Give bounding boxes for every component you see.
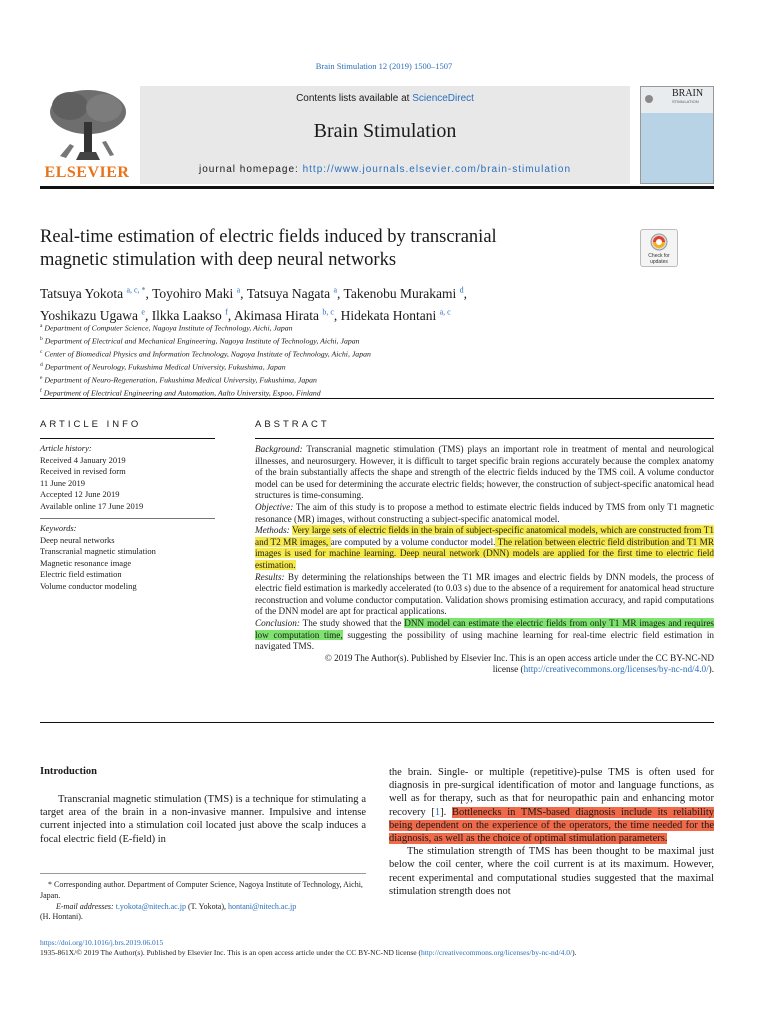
abstract-text: suggesting the possibility of using machine learning for real-time electric field estimation in navigated TMS. [255,629,714,652]
author[interactable] [247,286,344,301]
author-affiliation-marker[interactable]: b, c [322,307,334,317]
keywords [40,523,215,592]
page-footer [40,938,714,958]
sciencedirect-link[interactable]: ScienceDirect [412,93,474,104]
abstract-rule [255,438,714,439]
article-history [40,443,215,512]
author-name[interactable]: Toyohiro Maki [152,285,234,301]
contents-prefix: Contents lists available at [296,93,413,104]
abstract-label: Background: [255,444,303,454]
affiliation [40,373,720,386]
author-affiliation-marker[interactable]: a [333,285,338,294]
author-name[interactable]: Akimasa Hirata [233,308,319,323]
check-for-updates-button[interactable] [640,229,678,267]
check-for-updates-label: Check for updates [648,253,670,265]
author-name[interactable]: Takenobu Murakami [343,285,457,301]
copyright-text: © 2019 The Author(s). Published by Elsevier Inc. This is an open access article under the CC BY-NC-ND [324,652,714,663]
abstract-bottom-rule [40,722,714,723]
right-paragraph-2: The stimulation strength of TMS has been thought to be maximal just below the coil center, where the coil current is at its maximum. However, recent experimental and computational studies suggested that the maximal stimulation strength does not [389,846,714,897]
author-separator: , [333,308,341,323]
affiliation [40,334,720,347]
article-info-rule [40,438,215,439]
keyword: Deep neural networks [40,534,115,545]
article-title [40,226,580,272]
author-affiliation-marker[interactable]: e [141,307,145,317]
right-paragraph-1 [389,766,714,845]
abstract-text: By determining the relationships between the T1 MR images and electric fields by DNN models, the process of electric field estimation is markedly accelerated (to 0.03 s) due to the absence of a requirement for anatomical head structure reconstruction and volume conductor computation. Validation shows promising estimation accuracy, and rapid computations of the DNN model are apt for practical applications. [255,571,714,617]
author-name[interactable]: Tatsuya Yokota [40,285,124,301]
affiliation-text: Department of Neurology, Fukushima Medical University, Fukushima, Japan [44,362,286,372]
keyword: Electric field estimation [40,569,122,579]
author-name[interactable]: Yoshikazu Ugawa [40,308,138,323]
journal-cover-subtitle: STIMULATION [672,99,699,104]
issn-line [40,948,714,958]
author-affiliation-marker[interactable]: a, c, * [126,285,146,294]
article-history-label: Article history: [40,443,92,453]
homepage-prefix: journal homepage: [198,164,303,175]
keywords-rule [40,518,215,519]
highlight-yellow[interactable]: Very large sets of electric fields in the brain of subject-specific anatomical models, which are constructed from T1 and T2 MR images, [255,525,714,547]
footer-license-link[interactable]: http://creativecommons.org/licenses/by-nc-nd/4.0/ [420,948,573,957]
journal-cover-title: BRAIN [672,88,704,99]
affiliation-text: Department of Electrical Engineering and Automation, Aalto University, Espoo, Finland [43,389,321,399]
email-link-hontani[interactable]: hontani@nitech.ac.jp [228,901,297,911]
abstract-results [255,572,714,618]
right-column [389,766,714,898]
section-rule [40,398,714,399]
reference-link[interactable]: 1 [434,806,441,818]
journal-citation[interactable]: Brain Stimulation 12 (2019) 1500–1507 [315,61,453,71]
author-list [40,280,720,325]
issn-text: 1935-861X/© 2019 The Author(s). Published by Elsevier Inc. This is an open access article under the CC BY-NC-ND license ( [40,948,421,957]
author-affiliation-marker[interactable]: a [236,285,241,294]
affiliation-key: d [40,362,43,369]
highlight-yellow[interactable]: Deep neural network (DNN) models are applied for the first time to electric field estimation. [255,548,714,570]
affiliation-key: e [40,375,43,382]
abstract-label: Objective: [255,501,294,512]
email-line [40,902,366,913]
author-separator: , [144,308,152,323]
abstract-heading: ABSTRACT [255,419,330,430]
keywords-label: Keywords: [40,523,77,533]
abstract-text: are computed by a volume conductor model. [330,536,496,547]
license-suffix: ). [708,664,714,675]
affiliation [40,321,720,334]
author-separator: , [337,285,344,301]
author-separator: , [145,285,153,301]
abstract-text: The study showed that the [299,617,405,628]
author[interactable] [152,286,247,301]
affiliation-key: b [40,336,43,343]
history-item: Received 4 January 2019 [40,454,126,465]
affiliation-text: Department of Electrical and Mechanical Engineering, Nagoya Institute of Technology, Aichi, Japan [44,336,360,346]
abstract-label: Methods: [255,525,290,536]
affiliation-text: Center of Biomedical Physics and Information Technology, Nagoya Institute of Technology, Aichi, Japan [44,349,371,359]
abstract-body [255,444,714,676]
author[interactable] [40,286,152,301]
history-item: 11 June 2019 [40,477,86,488]
article-info-heading: ARTICLE INFO [40,419,142,430]
abstract-text: Transcranial magnetic stimulation (TMS) plays an important role in treatment of mental and neurological illnesses, and neurosurgery. However, it is difficult to target specific brain regions accurately because the complex anatomy of the brain substantially affects the shape and strength of the electric fields induced by the TMS coil. A volume conductor model can be used for determining the accurate electric fields; however, the construction of subject-specific anatomical head structures is time-consuming. [255,444,714,501]
email-label: E-mail addresses: [56,901,114,911]
affiliation [40,360,720,373]
footnote-rule [40,873,366,874]
abstract-background [255,444,714,502]
doi-link[interactable]: https://doi.org/10.1016/j.brs.2019.06.015 [40,938,164,947]
highlight-yellow[interactable]: The relation between electric field distribution and T1 MR images is used for machine learning. [255,536,714,559]
author-name[interactable]: Ilkka Laakso [151,308,222,323]
affiliation-list [40,321,720,400]
introduction-heading: Introduction [40,766,97,777]
history-item: Accepted 12 June 2019 [40,489,120,499]
author-separator: , [240,285,247,301]
highlight-green[interactable]: DNN model can estimate the electric fields from only T1 MR images and requires low computation time, [255,617,714,640]
article-title-line-2: magnetic stimulation with deep neural networks [40,250,397,270]
journal-homepage-link[interactable]: http://www.journals.elsevier.com/brain-stimulation [302,164,572,175]
abstract-methods [255,525,714,571]
history-item: Available online 17 June 2019 [40,500,144,511]
keyword: Volume conductor modeling [40,580,137,591]
license-link[interactable]: http://creativecommons.org/licenses/by-nc-nd/4.0/ [523,664,709,675]
license-prefix: license ( [492,664,524,675]
email-owner: (T. Yokota), [185,901,229,911]
corresponding-author-note: * Corresponding author. Department of Computer Science, Nagoya Institute of Technology, Aichi, Japan. [40,880,363,900]
highlight-red[interactable]: Bottlenecks in TMS-based diagnosis include its reliability being dependent on the experience of the operators, the time needed for the diagnosis, as well as the choice of optimal stimulation parameters. [389,806,715,845]
keyword: Transcranial magnetic stimulation [40,546,156,556]
author-affiliation-marker[interactable]: a, c [439,307,451,317]
introduction-paragraph: Transcranial magnetic stimulation (TMS) is a technique for stimulating a target area of the brain in a non-invasive manner. Impulsive and intense current injected into a stimulation coil located just above the scalp induces a focal electric field (E-field) in [40,794,366,845]
journal-cover-emblem-icon [644,89,654,99]
author-separator: , [227,308,234,323]
footnote [40,880,366,923]
author-affiliation-marker[interactable]: d [459,285,464,294]
body-text: the brain. Single- or multiple (repetitive)-pulse TMS is often used for diagnosis in pre-surgical identification of motor and language functions, as well as for therapy, such as that for neuropathic pain and enhancing motor recovery [ [389,767,714,818]
affiliation-text: Department of Neuro-Regeneration, Fukushima Medical University, Fukushima, Japan [44,375,317,385]
abstract-label: Conclusion: [255,617,300,628]
affiliation-key: f [40,388,42,395]
email-link-yokota[interactable]: t.yokota@nitech.ac.jp [115,901,186,911]
journal-name: Brain Stimulation [313,120,457,142]
abstract-label: Results: [255,571,285,582]
affiliation-text: Department of Computer Science, Nagoya Institute of Technology, Aichi, Japan [44,323,293,333]
history-item: Received in revised form [40,466,126,476]
abstract-text: The aim of this study is to propose a method to estimate electric fields induced by TMS from only T1 magnetic resonance (MR) images, without constructing a subject-specific anatomical model. [255,501,714,524]
journal-homepage-line [140,164,630,175]
author-name[interactable]: Hidekata Hontani [340,308,437,323]
author-separator: , [463,285,467,301]
contents-line [140,93,630,104]
affiliation [40,347,720,360]
header-rule [40,186,714,189]
article-title-line-1: Real-time estimation of electric fields induced by transcranial [40,227,497,247]
author-name[interactable]: Tatsuya Nagata [246,285,331,301]
affiliation-key: a [40,323,43,329]
keyword: Magnetic resonance image [40,557,132,568]
issn-suffix: ). [572,948,577,957]
affiliation-key: c [40,349,43,356]
author-affiliation-marker[interactable]: f [225,307,228,317]
email-owner-2: (H. Hontani). [40,912,83,922]
abstract-copyright [255,653,714,676]
doi-line [40,938,714,948]
publisher-logo-text: ELSEVIER [44,164,130,181]
author[interactable] [344,286,467,301]
abstract-objective [255,502,714,525]
abstract-conclusion [255,618,714,653]
body-text: ]. [440,806,452,818]
